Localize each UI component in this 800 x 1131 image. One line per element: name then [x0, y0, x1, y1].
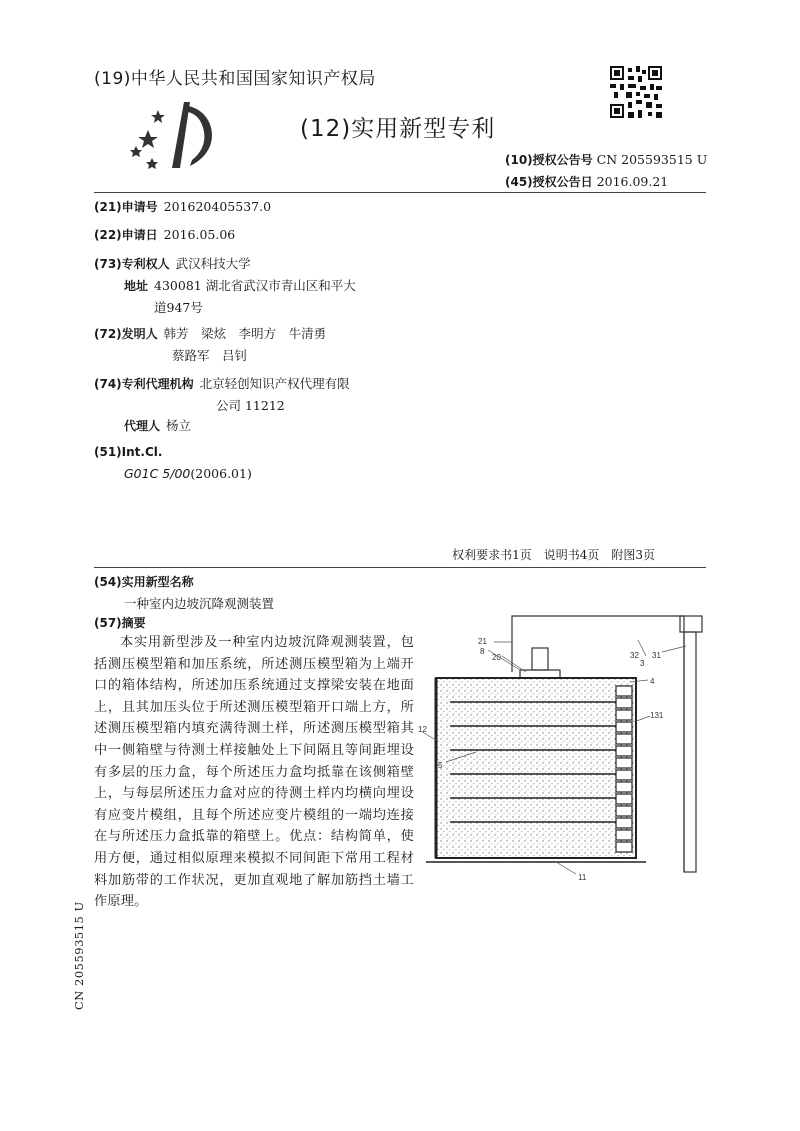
issuing-office: (19)中华人民共和国国家知识产权局 [94, 69, 376, 89]
patent-agency-continued: 公司 11212 [216, 398, 285, 413]
qr-code [610, 66, 662, 118]
abstract-label: (57)摘要 [94, 616, 146, 630]
utility-model-title: 一种室内边坡沉降观测装置 [124, 596, 275, 611]
patent-agent: 代理人 杨立 [124, 418, 192, 433]
inventors-continued: 蔡路军 吕钊 [172, 348, 248, 363]
fig-label-12: 12 [418, 725, 427, 734]
address: 地址 430081 湖北省武汉市青山区和平大 [124, 278, 356, 293]
ipc-label: (51)Int.Cl. [94, 445, 163, 459]
fig-label-20: 20 [492, 653, 501, 662]
fig-label-5: 5 [438, 761, 443, 770]
filing-date: (22)申请日 2016.05.06 [94, 227, 236, 242]
inventors: (72)发明人 韩芳 梁炫 李明方 牛清勇 [94, 326, 327, 341]
ipc-classification: G01C 5/00(2006.01) [124, 466, 252, 481]
title-label: (54)实用新型名称 [94, 575, 194, 589]
publication-number: (10)授权公告号 CN 205593515 U [505, 152, 708, 167]
publication-date: (45)授权公告日 2016.09.21 [505, 174, 669, 189]
page-counts: 权利要求书1页 说明书4页 附图3页 [452, 548, 655, 562]
patent-agency: (74)专利代理机构 北京轻创知识产权代理有限 [94, 376, 350, 391]
fig-label-11: 11 [578, 873, 587, 882]
application-number: (21)申请号 201620405537.0 [94, 199, 272, 214]
fig-label-4: 4 [650, 677, 655, 686]
abstract-text: 本实用新型涉及一种室内边坡沉降观测装置，包括测压模型箱和加压系统，所述测压模型箱为上端开口的箱体结构，所述加压系统通过支撑梁安装在地面上，且其加压头位于所述测压模型箱开口端上方，所述测压模型箱内填充满待测土样，所述测压模型箱其中一侧箱壁与待测土样接触处上下间隔且等间距埋设有多层的压力盒，每个所述压力盒均抵靠在该侧箱壁上，与每层所述压力盒对应的待测土样内均横向埋设有应变片模组，且每个所述应变片模组的一端均连接在与所述压力盒抵靠的箱壁上。优点：结构简单，使用方便，通过相似原理来模拟不同间距下常用工程材料加筋带的工作状况，更加直观地了解加筋挡土墙工作原理。 [94, 635, 414, 910]
fig-label-21: 21 [478, 637, 487, 646]
abstract-figure [416, 612, 706, 892]
side-publication-number: CN 205593515 U [72, 901, 86, 1010]
address-continued: 道947号 [154, 300, 203, 315]
patentee: (73)专利权人 武汉科技大学 [94, 256, 251, 271]
fig-label-3: 3 [640, 659, 645, 668]
cnipa-logo [128, 100, 228, 170]
fig-label-8: 8 [480, 647, 485, 656]
fig-label-131: 131 [650, 711, 664, 720]
header-divider [94, 192, 706, 193]
fig-label-31: 31 [652, 651, 661, 660]
patent-type: (12)实用新型专利 [300, 116, 496, 142]
fig-label-32: 32 [630, 651, 639, 660]
section-divider [94, 567, 706, 568]
